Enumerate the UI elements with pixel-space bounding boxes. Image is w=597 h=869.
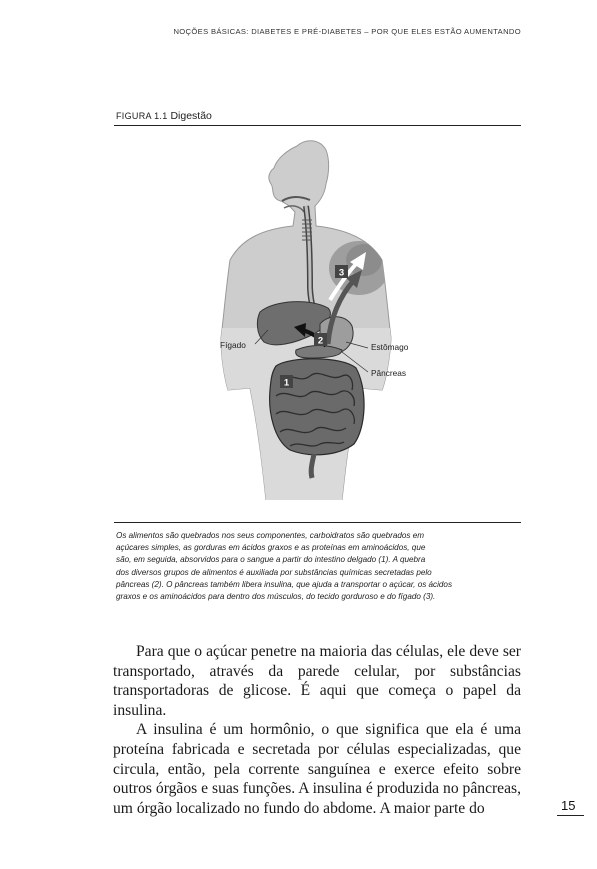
figure-caption: [116, 530, 518, 603]
page-number: 15: [561, 798, 576, 813]
caption-rule: [114, 522, 521, 523]
page-number-rule: [557, 815, 584, 816]
step-number-3: 3: [338, 267, 345, 279]
digestion-illustration: [114, 128, 521, 500]
caption-line: graxos e os aminoácidos para dentro dos músculos, do tecido gorduroso e do fígado (3).: [116, 592, 436, 602]
figure-title-text: Digestão: [170, 110, 212, 122]
caption-line: açúcares simples, as gorduras em ácidos graxos e as proteínas em aminoácidos, que: [116, 543, 426, 553]
figure-title: [116, 110, 212, 122]
stomach-label: Estômago: [371, 342, 409, 352]
body-paragraph: Para que o açúcar penetre na maioria das células, ele deve ser transportado, através da parede celular, por substâncias transportadoras de glicose. É aqui que começa o papel da insulina.: [113, 643, 521, 719]
caption-line: são, em seguida, absorvidos para o sangue a partir do intestino delgado (1). A quebra: [116, 555, 426, 565]
figure-number: FIGURA 1.1: [116, 111, 168, 121]
caption-line: Os alimentos são quebrados nos seus componentes, carboidratos são quebrados em: [116, 531, 425, 540]
body-text: [113, 642, 521, 818]
liver-label: Fígado: [220, 340, 246, 350]
caption-line: pâncreas (2). O pâncreas também libera insulina, que ajuda a transportar o açúcar, os ácidos: [116, 579, 453, 589]
figure-title-rule: [114, 125, 521, 126]
caption-line: dos diversos grupos de alimentos é auxiliada por substâncias químicas secretadas pelo: [116, 567, 432, 577]
step-number-2: 2: [317, 335, 324, 347]
body-paragraph: A insulina é um hormônio, o que significa que ela é uma proteína fabricada e secretada por células especializadas, que circula, então, pela corrente sanguínea e exerce efeito sobre outros órgãos e suas funções. A insulina é produzida no pâncreas, um órgão localizado no fundo do abdome. A maior parte do: [113, 721, 521, 817]
running-head: NOÇÕES BÁSICAS: DIABETES E PRÉ-DIABETES – POR QUE ELES ESTÃO AUMENTANDO: [173, 27, 521, 36]
pancreas-label: Pâncreas: [371, 368, 407, 378]
step-number-1: 1: [283, 377, 290, 389]
